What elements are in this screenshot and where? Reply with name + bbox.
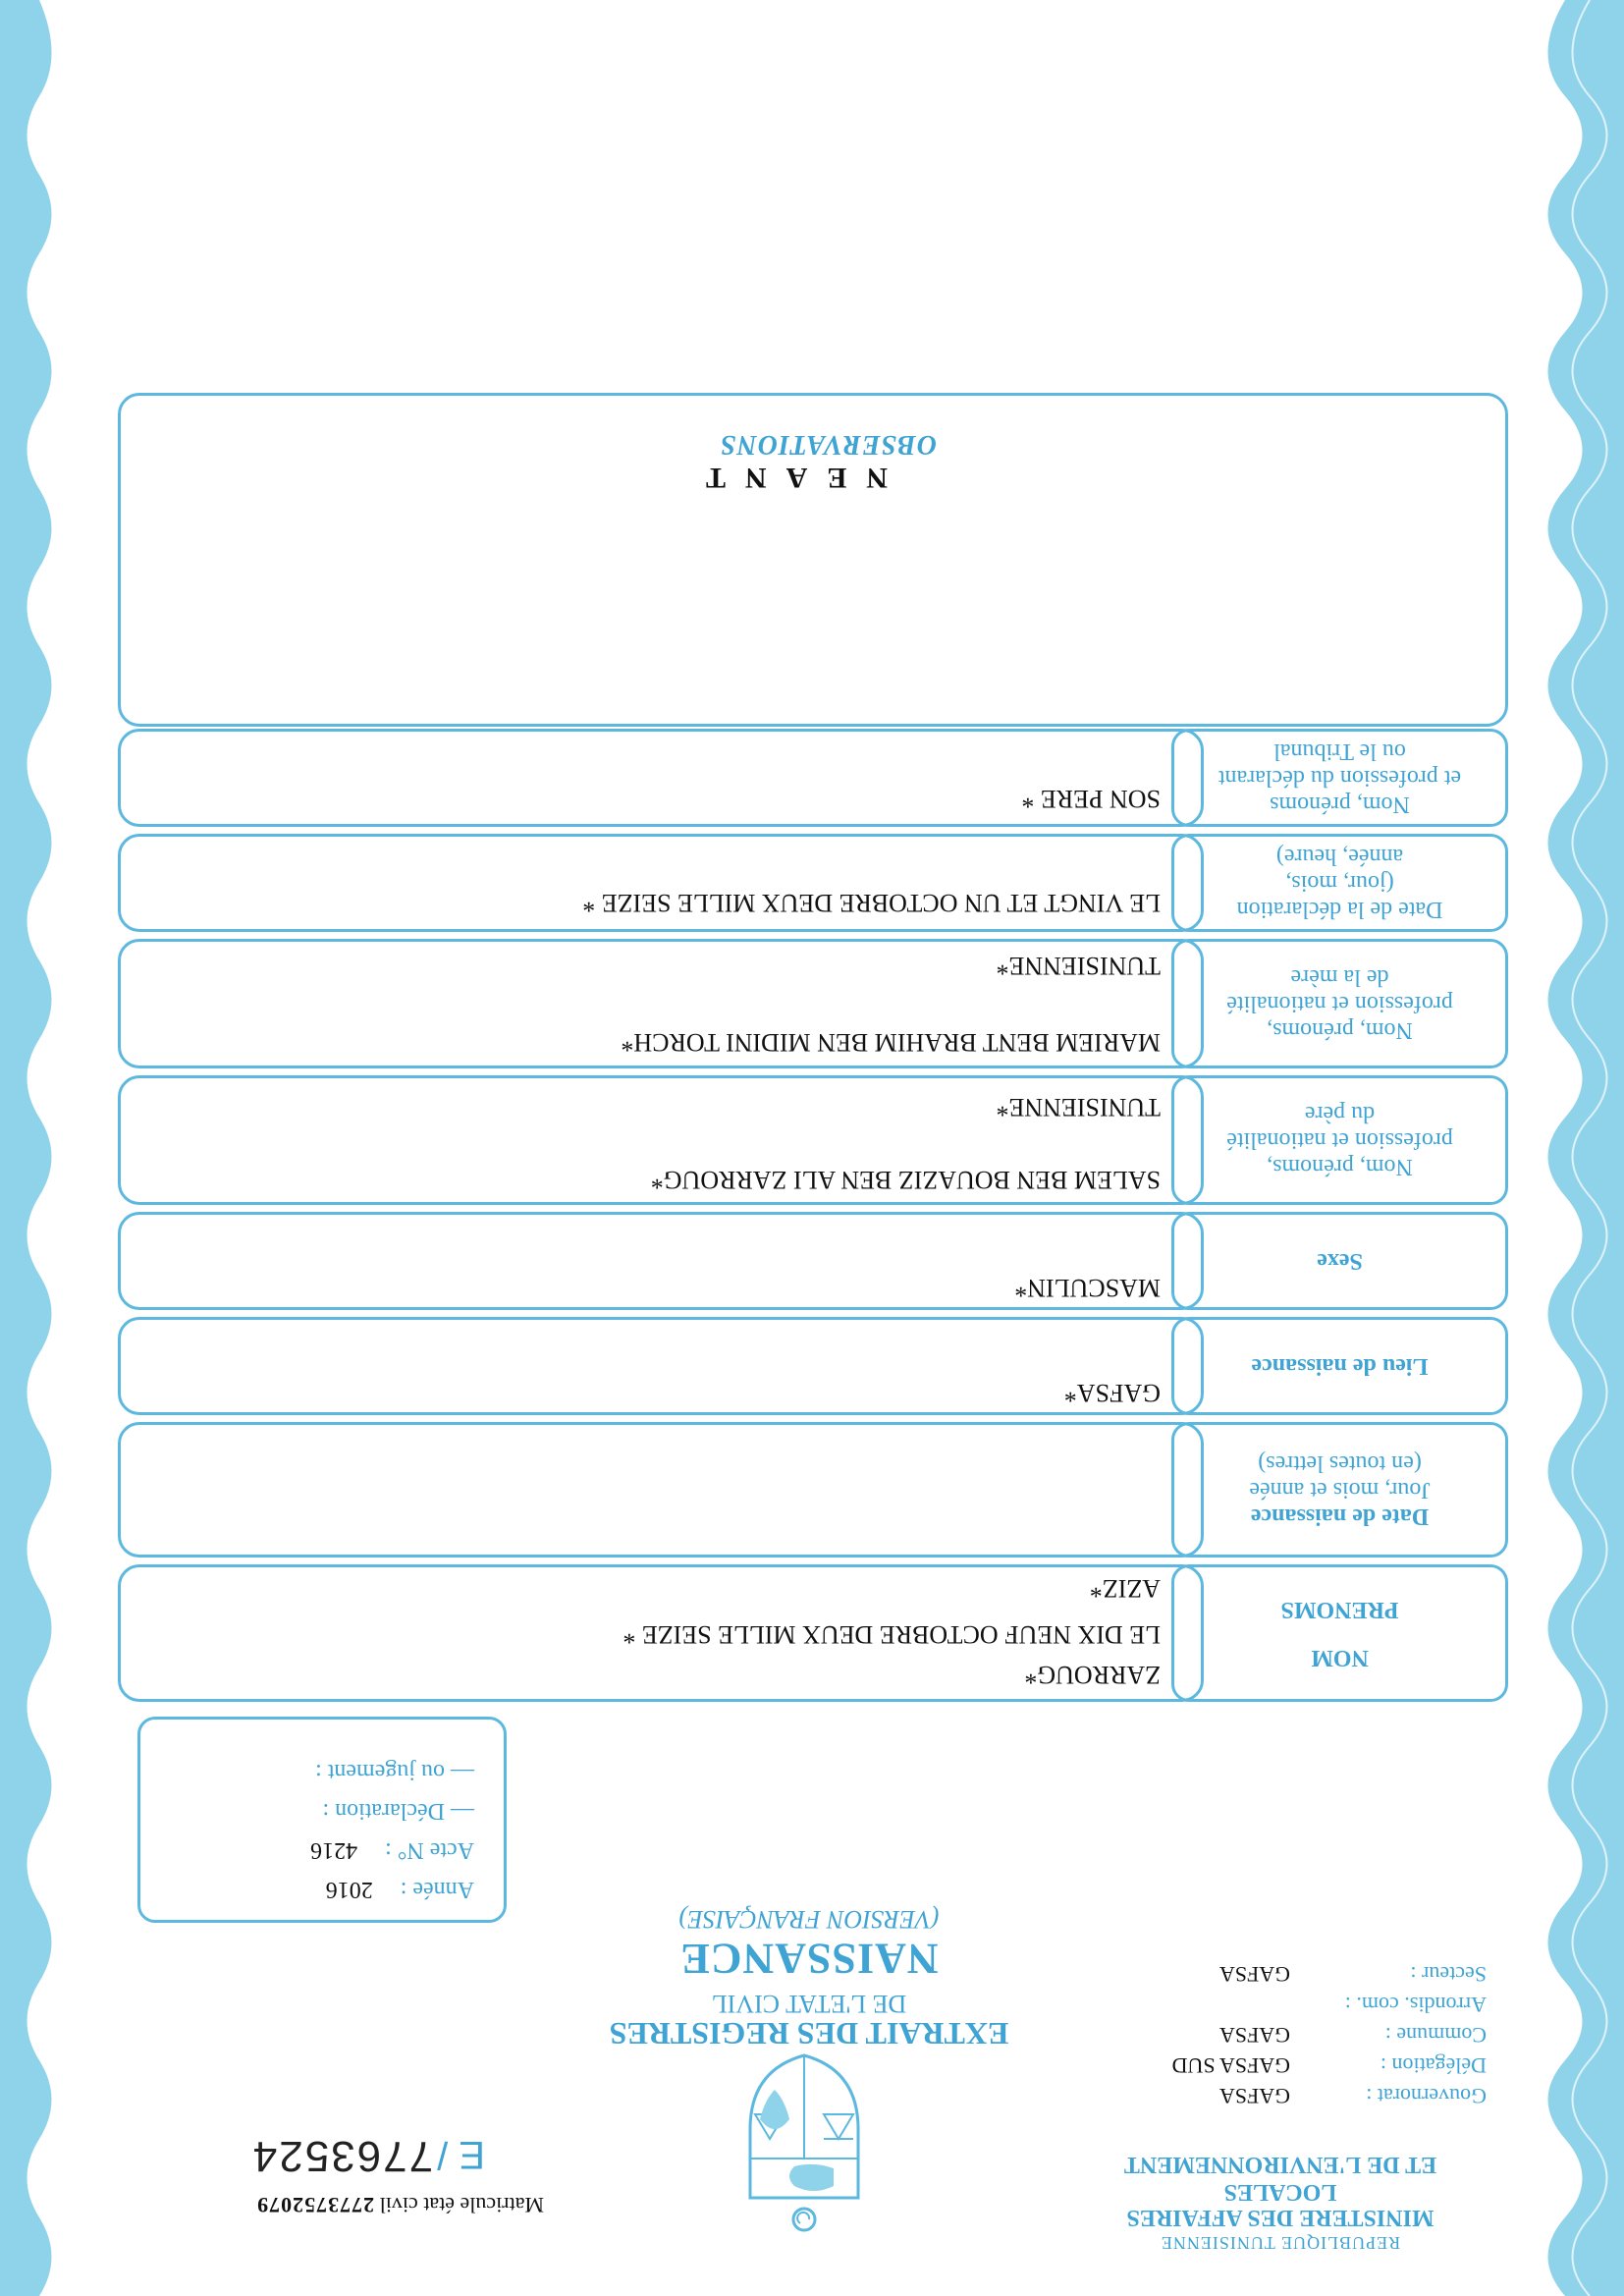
serial-number (251, 2131, 485, 2180)
title-line-2: DE L'ETAT CIVIL (711, 1990, 907, 2018)
lieu-naissance-value-box (118, 1317, 1204, 1415)
admin-row-secteur (1074, 1959, 1487, 1990)
sexe-value: MASCULIN* (1014, 1274, 1161, 1302)
date-naissance-label: Date de naissance (1250, 1503, 1430, 1530)
admin-info (1074, 1959, 1487, 2111)
declarant-value: SON PERE * (1021, 785, 1161, 813)
pere-value-1: SALEM BEN BOUAZIZ BEN ALI ZARROUG* (650, 1166, 1161, 1194)
admin-row-gouvernorat (1074, 2081, 1487, 2111)
ministry-header (1074, 2152, 1487, 2253)
matricule (256, 2192, 544, 2217)
serial-prefix: E / (437, 2133, 485, 2176)
document-title (564, 1904, 1055, 2050)
admin-value: GAFSA SUD (1171, 2053, 1290, 2079)
declaration-row (322, 1797, 474, 1824)
mere-label-1: Nom, prénoms, (1267, 1017, 1413, 1044)
tunisia-coat-of-arms-icon (731, 2050, 878, 2237)
mere-label-2: profession et nationalité (1226, 991, 1453, 1017)
ministry-line-2: ET DE L'ENVIRONNEMENT (1123, 2152, 1437, 2177)
date-naissance-value: LE DIX NEUF OCTOBRE DEUX MILLE SEIZE * (623, 1620, 1161, 1649)
declarant-label-box (1171, 729, 1508, 827)
acte-box (137, 1717, 507, 1923)
admin-label: Délégation : (1380, 2053, 1487, 2079)
lieu-naissance-value: GAFSA* (1063, 1379, 1161, 1407)
pere-label-2: profession et nationalité (1226, 1127, 1453, 1154)
nom-prenoms-label-box (1171, 1564, 1508, 1702)
pere-label-1: Nom, prénoms, (1267, 1154, 1413, 1180)
mere-value-2: TUNISIENNE* (996, 952, 1161, 980)
mere-label-box (1171, 939, 1508, 1068)
admin-label: Arrondis. com. : (1344, 1993, 1487, 2018)
admin-value: GAFSA (1218, 2023, 1290, 2049)
acte-number-label: Acte N° : (385, 1837, 474, 1863)
sexe-label: Sexe (1317, 1248, 1363, 1275)
admin-row-commune (1074, 2020, 1487, 2050)
declaration-label: — Déclaration : (322, 1798, 474, 1824)
acte-number-value: 4216 (310, 1837, 358, 1863)
admin-label: Secteur : (1410, 1962, 1487, 1988)
declaration-date-value-box (118, 834, 1204, 932)
mere-value-1: MARIEM BENT BRAHIM BEN MIDINI TORCH* (621, 1028, 1161, 1057)
jugement-label: — ou jugement : (315, 1759, 474, 1784)
observations-title: OBSERVATIONS (719, 429, 937, 460)
pere-label-box (1171, 1075, 1508, 1205)
title-version: (VERSION FRANÇAISE) (678, 1905, 940, 1934)
pere-label-3: du père (1304, 1101, 1376, 1127)
matricule-label: Matricule état civil (379, 2193, 544, 2217)
observations-value: NEANT (685, 462, 888, 494)
lieu-naissance-label-box (1171, 1317, 1508, 1415)
pere-value-2: TUNISIENNE* (996, 1093, 1161, 1121)
prenoms-value: AZIZ* (1089, 1574, 1161, 1603)
date-naissance-value-box (118, 1422, 1204, 1558)
admin-row-delegation (1074, 2050, 1487, 2081)
sexe-label-box (1171, 1212, 1508, 1310)
matricule-value: 2773752079 (256, 2193, 375, 2217)
serial-value: 7763524 (250, 2132, 434, 2180)
title-naissance: NAISSANCE (679, 1935, 939, 1983)
right-guilloche-border (0, 0, 69, 2296)
title-line-1: EXTRAIT DES REGISTRES (609, 2016, 1009, 2051)
mere-label-3: de la mère (1290, 964, 1389, 991)
prenoms-label: PRENOMS (1280, 1597, 1399, 1622)
declaration-date-label-box (1171, 834, 1508, 932)
jugement-row (315, 1758, 474, 1784)
declaration-date-label-1: Date de la déclaration (1236, 897, 1443, 923)
annee-row (326, 1876, 474, 1902)
nom-label: NOM (1311, 1645, 1369, 1670)
date-naissance-sub-2: (en toutes lettres) (1258, 1450, 1422, 1477)
admin-value: GAFSA (1218, 2084, 1290, 2109)
republic-label: REPUBLIQUE TUNISIENNE (1160, 2233, 1401, 2253)
nom-value: ZARROUG* (1024, 1661, 1161, 1689)
admin-label: Gouvernorat : (1366, 2084, 1487, 2109)
declaration-date-label-2: (jour, mois, (1285, 870, 1394, 897)
left-guilloche-border (1516, 0, 1624, 2296)
ministry-line-1: MINISTERE DES AFFAIRES LOCALES (1126, 2179, 1435, 2230)
admin-value: GAFSA (1218, 1962, 1290, 1988)
lieu-naissance-label: Lieu de naissance (1251, 1353, 1429, 1380)
acte-row (310, 1836, 474, 1863)
admin-label: Commune : (1384, 2023, 1487, 2049)
date-naissance-label-box (1171, 1422, 1508, 1558)
declarant-label-2: et profession du déclarant (1218, 765, 1462, 792)
declaration-date-label-3: année, heure) (1275, 844, 1404, 870)
admin-row-arrondissement (1074, 1990, 1487, 2020)
annee-value: 2016 (325, 1877, 373, 1902)
declarant-label-1: Nom, prénoms (1270, 792, 1410, 818)
annee-label: Année : (400, 1877, 474, 1902)
date-naissance-sub-1: Jour, mois et année (1249, 1477, 1431, 1503)
declarant-label-3: ou le Tribunal (1273, 738, 1406, 765)
declaration-date-value: LE VINGT ET UN OCTOBRE DEUX MILLE SEIZE * (582, 889, 1161, 917)
